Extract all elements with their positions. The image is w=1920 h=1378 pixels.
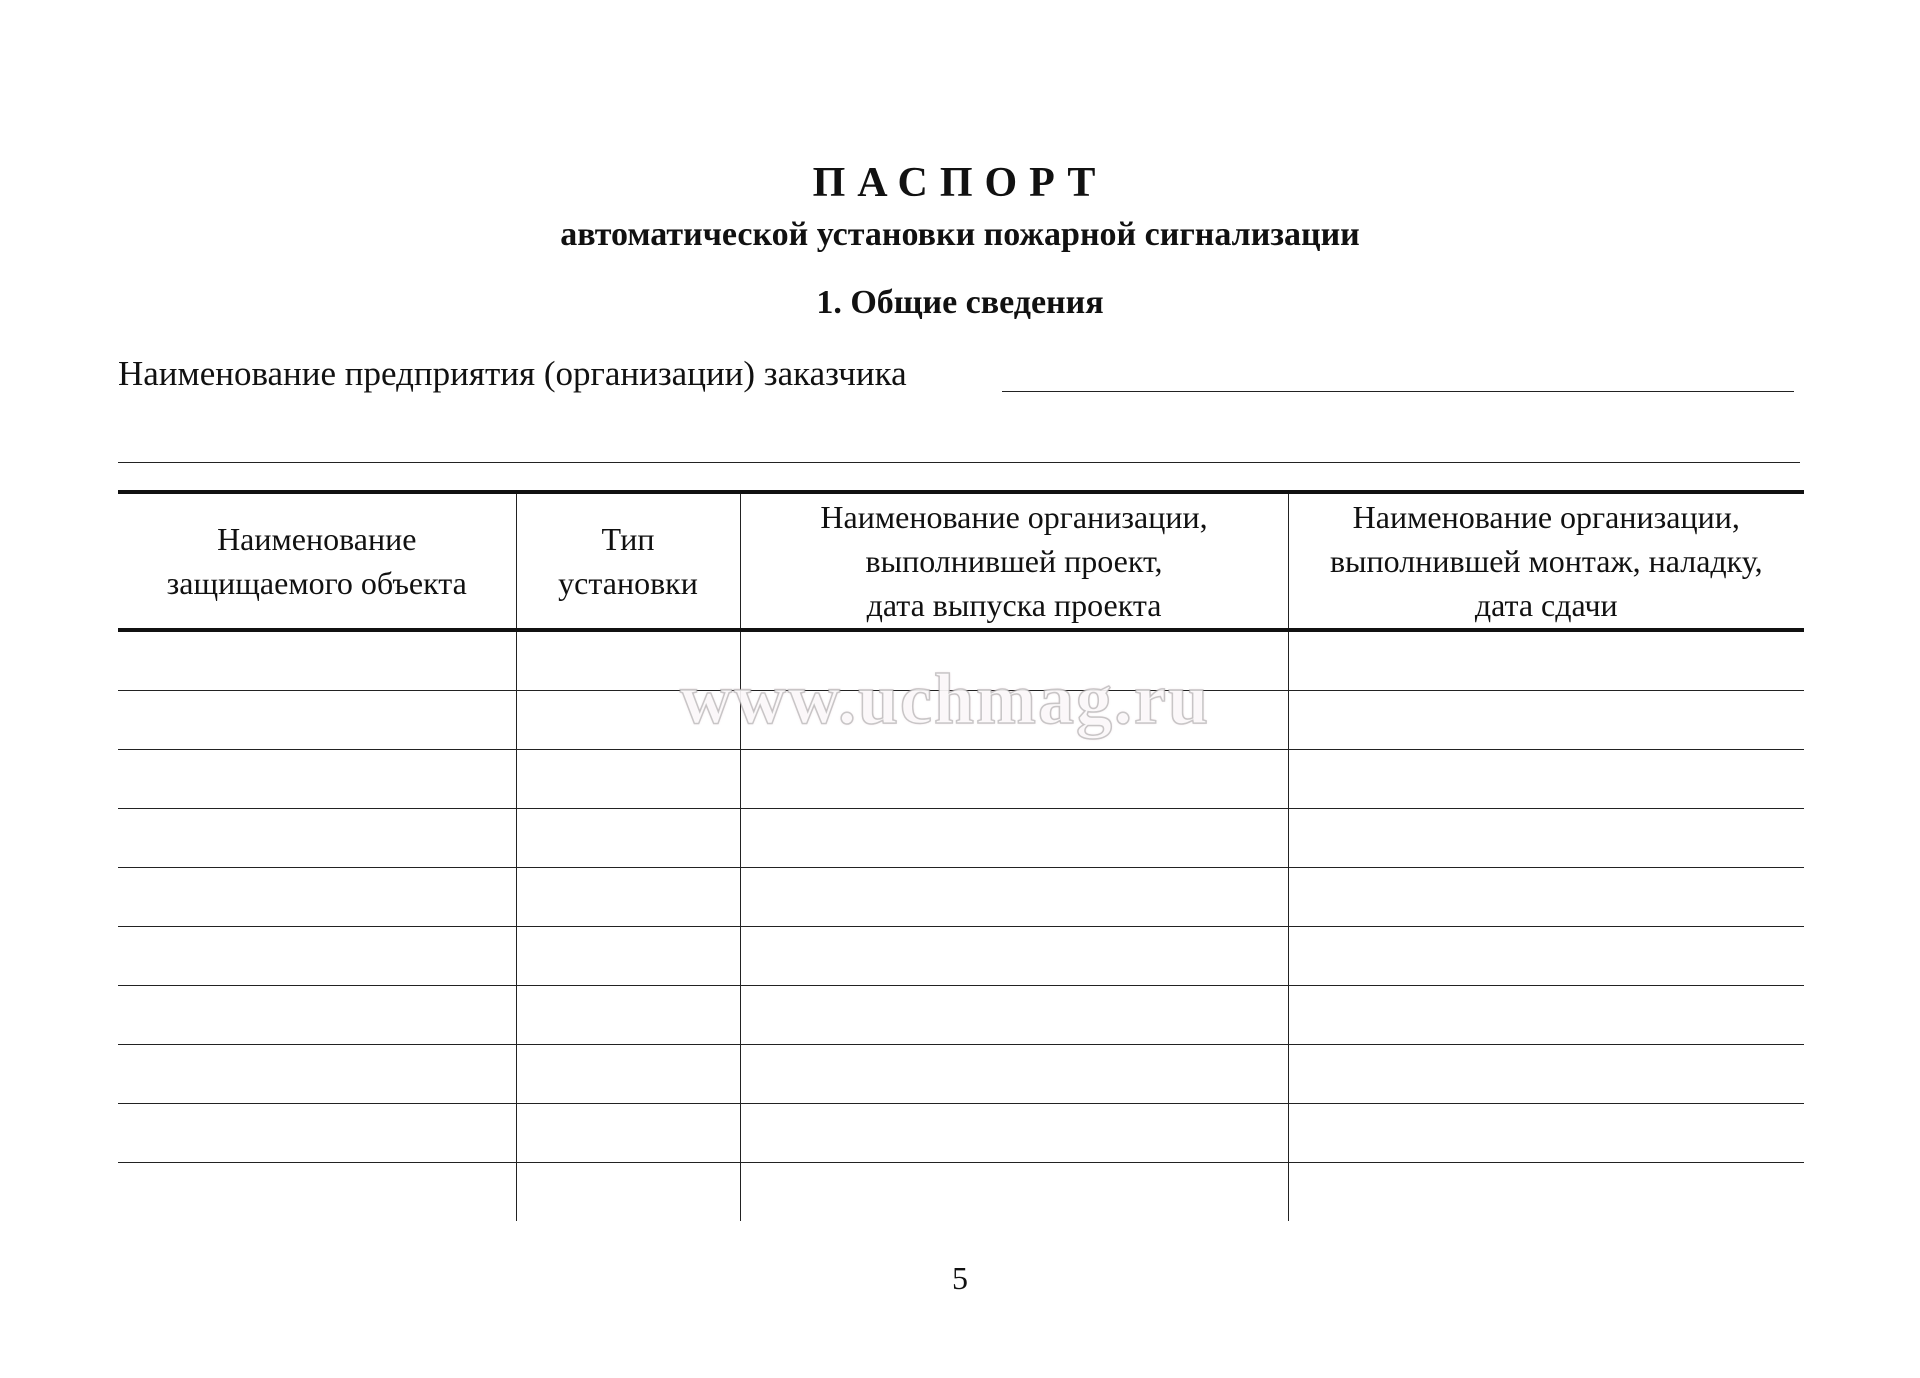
- table-cell-blank[interactable]: [118, 1104, 516, 1163]
- table-row: [118, 927, 1804, 986]
- table-row: [118, 1104, 1804, 1163]
- column-header-line: Наименование: [217, 521, 417, 557]
- table-cell-blank[interactable]: [118, 868, 516, 927]
- table-cell-blank[interactable]: [740, 1104, 1288, 1163]
- document-title: ПАСПОРТ: [812, 160, 1108, 206]
- table-row: [118, 986, 1804, 1045]
- table-row: [118, 809, 1804, 868]
- table-cell-blank[interactable]: [516, 868, 740, 927]
- table-cell-blank[interactable]: [516, 809, 740, 868]
- column-header-line: Тип: [601, 521, 655, 557]
- column-header-project-organization: [740, 492, 1288, 630]
- table-cell-blank[interactable]: [1288, 986, 1804, 1045]
- table-cell-blank[interactable]: [1288, 809, 1804, 868]
- table-cell-blank[interactable]: [740, 750, 1288, 809]
- table-cell-blank[interactable]: [740, 691, 1288, 750]
- table-cell-blank[interactable]: [118, 1163, 516, 1222]
- customer-name-fill-line: [1002, 391, 1794, 392]
- table-cell-blank[interactable]: [740, 1163, 1288, 1222]
- table-row: [118, 1163, 1804, 1222]
- table-cell-blank[interactable]: [516, 986, 740, 1045]
- table-row: [118, 691, 1804, 750]
- document-subtitle: автоматической установки пожарной сигнализации: [560, 216, 1360, 253]
- column-header-line: выполнившей проект,: [865, 543, 1163, 579]
- table-header-row: [118, 492, 1804, 630]
- table-cell-blank[interactable]: [1288, 750, 1804, 809]
- column-header-protected-object: [118, 492, 516, 630]
- column-header-line: дата сдачи: [1474, 587, 1618, 623]
- column-header-line: защищаемого объекта: [166, 565, 467, 601]
- column-header-line: установки: [558, 565, 698, 601]
- table-cell-blank[interactable]: [1288, 1163, 1804, 1222]
- table-cell-blank[interactable]: [1288, 868, 1804, 927]
- table-cell-blank[interactable]: [1288, 1045, 1804, 1104]
- column-header-line: дата выпуска проекта: [866, 587, 1162, 623]
- table-cell-blank[interactable]: [118, 750, 516, 809]
- customer-name-label: Наименование предприятия (организации) заказчика: [118, 354, 907, 393]
- table-cell-blank[interactable]: [516, 691, 740, 750]
- table-cell-blank[interactable]: [118, 927, 516, 986]
- table-row: [118, 630, 1804, 691]
- customer-name-continuation-line: [118, 462, 1800, 463]
- table-cell-blank[interactable]: [516, 1104, 740, 1163]
- table-cell-blank[interactable]: [516, 750, 740, 809]
- table-cell-blank[interactable]: [740, 1045, 1288, 1104]
- column-header-line: выполнившей монтаж, наладку,: [1329, 543, 1763, 579]
- table-row: [118, 1045, 1804, 1104]
- table-cell-blank[interactable]: [1288, 927, 1804, 986]
- column-header-line: Наименование организации,: [1352, 499, 1740, 535]
- table-cell-blank[interactable]: [516, 927, 740, 986]
- table-row: [118, 750, 1804, 809]
- table-row: [118, 868, 1804, 927]
- table-cell-blank[interactable]: [1288, 1104, 1804, 1163]
- table-cell-blank[interactable]: [118, 1045, 516, 1104]
- table-cell-blank[interactable]: [118, 809, 516, 868]
- table-cell-blank[interactable]: [118, 691, 516, 750]
- table-cell-blank[interactable]: [1288, 630, 1804, 691]
- column-header-installation-organization: [1288, 492, 1804, 630]
- table-cell-blank[interactable]: [118, 630, 516, 691]
- watermark: www.uchmag.ru: [680, 659, 1211, 739]
- info-table-container: [118, 490, 1804, 1221]
- table-cell-blank[interactable]: [740, 986, 1288, 1045]
- table-cell-blank[interactable]: [516, 1163, 740, 1222]
- column-header-installation-type: [516, 492, 740, 630]
- table-cell-blank[interactable]: [516, 630, 740, 691]
- section-heading: 1. Общие сведения: [816, 284, 1104, 321]
- column-header-line: Наименование организации,: [820, 499, 1208, 535]
- table-cell-blank[interactable]: [118, 986, 516, 1045]
- table-cell-blank[interactable]: [516, 1045, 740, 1104]
- table-body: [118, 630, 1804, 1221]
- table-cell-blank[interactable]: [740, 809, 1288, 868]
- table-cell-blank[interactable]: [1288, 691, 1804, 750]
- table-cell-blank[interactable]: [740, 630, 1288, 691]
- table-cell-blank[interactable]: [740, 868, 1288, 927]
- info-table: [118, 490, 1804, 1221]
- table-cell-blank[interactable]: [740, 927, 1288, 986]
- page-number: 5: [952, 1260, 968, 1296]
